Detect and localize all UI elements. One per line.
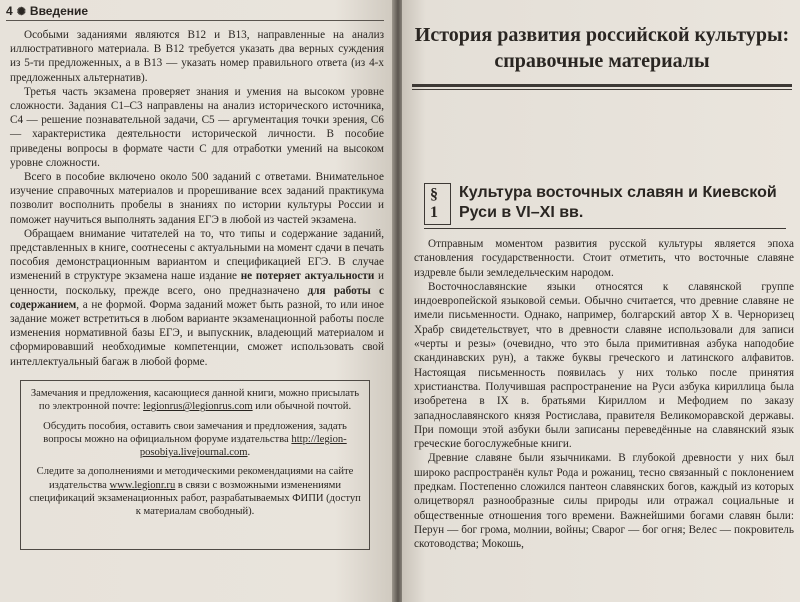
p4-text-a: Обращаем внимание читателей на то, что типы и содержание заданий, представленных в книге, соотнесены с актуальными на момент сдачи в печать пособия демонстрационным вариантом и спецификацией ЕГЭ. В случае изменений в структуре экзамена наше издание: [10, 227, 384, 283]
chapter-title: История развития российской культуры: справочные материалы: [414, 24, 790, 72]
p4-text-c: и ценности, поскольку, прежде всего, оно предназначено: [10, 270, 384, 297]
p4-text-e: , а не формой. Форма заданий может быть разной, то или иное задание может встретиться в любом варианте экзаменационной работы после изменения нормативной базы ЕГЭ, и выпускник, владеющий материалом и сформировавший необходимые компетенции, сможет использовать свой интеллектуальный багаж в любой форме.: [10, 298, 384, 368]
contact-box: [20, 380, 370, 550]
running-head: [6, 4, 88, 18]
left-paragraph-1: Особыми заданиями являются В12 и В13, направленные на анализ иллюстративного материала. В В12 требуется указать два верных суждения из 5-ти предложенных, а в В13 — указать номер правильного ответа (из 4-х предложенных альтернатив).: [10, 29, 384, 84]
left-page: [0, 0, 394, 602]
right-paragraph-3: Древние славяне были язычниками. В глубокой древности у них был широко распространён культ Рода и рожаниц, тесно связанный с поклонением предкам. Постепенно сложился пантеон славянских богов, каждый из которых олицетворял разнообразные силы природы или отражал социальные и общественные отношения того времени. Важнейшими богами славян были: Перун — бог грома, молнии, войны; Сварог — бог огня; Велес — покровитель скотоводства; Мокошь,: [414, 452, 794, 551]
box-text-2b: .: [247, 447, 251, 459]
contact-forum-note: [29, 420, 361, 460]
left-paragraph-3: Всего в пособие включено около 500 заданий с ответами. Внимательное изучение справочных материалов и прорешивание всех заданий практикума позволит восполнить пробелы в знаниях по истории культуры России и поможет научиться выполнять задания ЕГЭ в любой из частей экзамена.: [10, 171, 384, 226]
section-heading: [424, 183, 794, 225]
contact-email-note: [29, 387, 361, 414]
title-rule-thin: [412, 89, 792, 90]
ornament-icon: ✺: [16, 5, 26, 18]
p4-bold-a: не потеряет актуальности: [240, 270, 375, 283]
left-body-text: [10, 28, 384, 369]
box-text-1b: или обычной почтой.: [252, 401, 352, 413]
box-text-3a: Следите за дополнениями и методическими рекомендациями на сайте издательства: [36, 466, 354, 491]
page-number: 4: [6, 4, 13, 18]
running-head-title: Введение: [29, 4, 89, 18]
right-body-text: [414, 237, 794, 552]
title-rule-thick: [412, 84, 792, 87]
box-text-3b: в связи с возможными изменениями спецификаций экзаменационных работ, разрабатываемых ФИПИ (доступ к материалам свободный).: [29, 479, 361, 518]
box-text-2a: Обсудить пособия, оставить свои замечания и предложения, задать вопросы можно на официальном форуме издательства: [43, 420, 347, 445]
section-number: § 1: [424, 183, 451, 225]
forum-link[interactable]: http://legion-posobiya.livejournal.com: [139, 433, 347, 459]
right-page: [402, 0, 800, 602]
right-paragraph-2: Восточнославянские языки относятся к славянской группе индоевропейской языковой семьи. Обычно считается, что древние славяне не имели письменности. Однако, например, болгарский автор X в. Черноризец Храбр свидетельствует, что в древности славяне использовали для записи «черты и резы» (очевидно, что это была примитивная азбука наподобие скандинавских рун), а также буквы греческого и латинского алфавитов. Настоящая письменность появилась у них только после принятия христианства. Получившая распространение на Руси азбука кириллица была изобретена в IX в. братьями Кириллом и Мефодием по заказу западнославянского князя Ростислава, правителя Великоморавской державы. При помощи этой азбуки были записаны переведённые на славянский язык греческие богослужебные книги.: [414, 280, 794, 451]
section-title: Культура восточных славян и Киевской Руси в VI–XI вв.: [459, 184, 777, 221]
section-rule: [424, 228, 786, 229]
box-text-1a: Замечания и предложения, касающиеся данной книги, можно присылать по электронной почте:: [30, 388, 360, 413]
contact-site-note: [29, 465, 361, 518]
p4-bold-b: для работы с содержанием: [10, 284, 384, 311]
left-paragraph-2: Третья часть экзамена проверяет знания и умения на высоком уровне сложности. Задания С1–С3 направлены на анализ исторического источника, С4 — решение познавательной задачи, С5 — аргументация точки зрения, С6 — характеристика деятельности исторической личности. В пособие приведены вопросы в формате части С для отработки умений на высоком уровне сложности.: [10, 85, 384, 169]
left-paragraph-4: [10, 227, 384, 369]
right-paragraph-1: Отправным моментом развития русской культуры является эпоха становления государственности. Стоит отметить, что восточные славяне издревле были земледельческим народом.: [414, 238, 794, 279]
site-link[interactable]: www.legionr.ru: [109, 479, 176, 491]
email-link[interactable]: legionrus@legionrus.com: [143, 401, 253, 413]
header-rule: [6, 20, 384, 21]
